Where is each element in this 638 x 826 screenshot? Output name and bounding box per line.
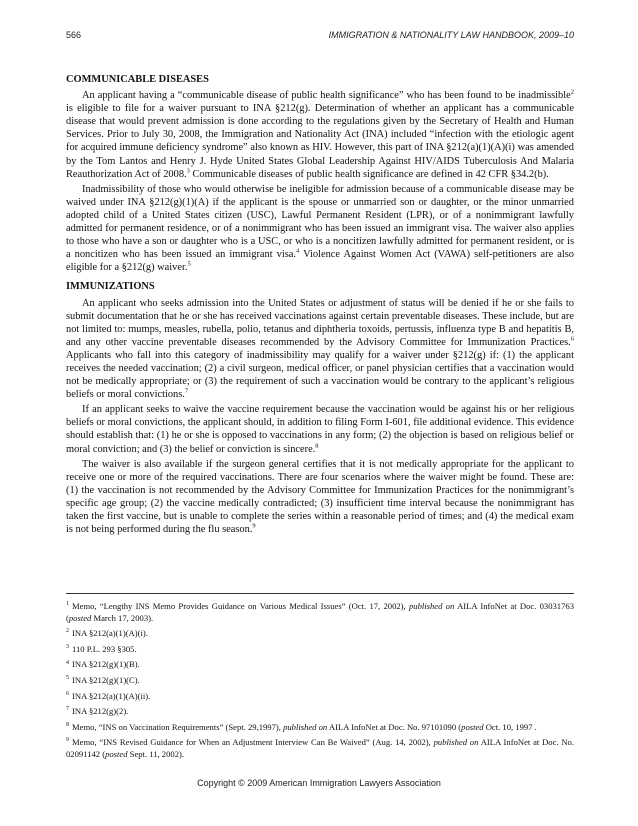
footnote-ref[interactable]: 8 — [315, 442, 319, 450]
footnote-number: 3 — [66, 643, 69, 650]
footnote: $^7$ INA §212(g)(2). — [66, 706, 129, 717]
paragraph: An applicant who seeks admission into the United States or adjustment of status will be denied if he or she fails to submit documentation that he or she has received vaccinations against certain preventable diseases. These include, but are not limited to: mumps, measles, rubella, polio, tetanus and diphtheria toxoids, pertussis, influenza type B and hepatitis B, and any other vaccine preventable diseases recommended by the Advisory Committee for Immunization Practices.$^6$ Applicants who fall into this category of inadmissibility may qualify for a waiver under §212(g) if: (1) the applicant receives the needed vaccination; (2) a civil surgeon, medical officer, or panel physician certifies that a vaccination would not be medically appropriate; or (3) the requirement of such a vaccination would be contrary to the applicant’s religious beliefs or moral convictions.$^7$ — [66, 297, 574, 401]
footnote-number: 7 — [66, 706, 69, 713]
footnote: $^3$ 110 P.L. 293 §305. — [66, 643, 137, 654]
footnote-number: 4 — [66, 659, 69, 666]
footnote-number: 2 — [66, 628, 69, 635]
page-header — [66, 30, 574, 44]
footnote-divider — [66, 593, 574, 594]
footnote: $^4$ INA §212(g)(1)(B). — [66, 659, 140, 670]
footnote-ref[interactable]: 2 — [570, 88, 574, 96]
footnote-number: 8 — [66, 721, 69, 728]
paragraph: The waiver is also available if the surgeon general certifies that it is not medically appropriate for the applicant to receive one or more of the required vaccinations. There are four scenarios where the waiver might be found. These are: (1) the vaccination is not recommended by the Advisory Committee for Immunization Practices for the nonimmigrant’s specific age group; (2) the vaccine medically contradicted; (3) insufficient time interval because the nonimmigrant has taken the first vaccine, but is unable to complete the series within a reasonable period of times; and (4) the medical exam is not being performed during the flu season.$^9$ — [66, 458, 574, 536]
section-heading-communicable-diseases: COMMUNICABLE DISEASES — [66, 74, 209, 85]
footnote-number: 5 — [66, 675, 69, 682]
running-title: IMMIGRATION & NATIONALITY LAW HANDBOOK, 2009–10 — [328, 30, 574, 40]
footnote-number: 9 — [66, 737, 69, 744]
footnote-number: 6 — [66, 690, 69, 697]
footnote-ref[interactable]: 4 — [296, 247, 300, 255]
footnotes — [66, 601, 574, 765]
footnote-ref[interactable]: 6 — [570, 335, 574, 343]
footnote-number: 1 — [66, 601, 69, 608]
footnote: $^6$ INA §212(a)(1)(A)(ii). — [66, 690, 151, 701]
footnote: $^8$ Memo, “INS on Vaccination Requirements” (Sept. 29,1997), published on AILA InfoNet at Doc. No. 97101090 (posted Oct. 10, 1997 . — [66, 721, 537, 732]
main-text — [66, 73, 574, 538]
copyright-notice: Copyright © 2009 American Immigration Lawyers Association — [197, 778, 441, 788]
page-footer — [0, 778, 638, 788]
paragraph: If an applicant seeks to waive the vaccine requirement because the vaccination would be against his or her religious beliefs or moral convictions, the applicant should, in addition to filing Form I-601, file additional evidence. This evidence should establish that: (1) he or she is opposed to vaccinations in any form; (2) the objection is based on religious belief or moral conviction; and (3) the belief or conviction is sincere.$^8$ — [66, 404, 574, 455]
page-number: 566 — [66, 30, 82, 40]
footnote-ref[interactable]: 7 — [184, 387, 189, 395]
footnote-ref[interactable]: 5 — [187, 260, 191, 268]
paragraph: An applicant having a “communicable disease of public health significance” who has been found to be inadmissible$^2$ is eligible to file for a waiver pursuant to INA §212(g). Determination of whether an applicant has a communicable disease that would prevent admission is done according to the regulations given by the Secretary of Health and Human Services. Prior to July 30, 2008, the Immigration and Nationality Act (INA) included “infection with the etiologic agent for acquired immune deficiency syndrome” also known as HIV. However, this part of INA §212(a)(1)(A)(i) was amended by the Tom Lantos and Henry J. Hyde United States Global Leadership Against HIV/AIDS Tuberculosis And Malaria Reauthorization Act of 2008.$^3$ Communicable diseases of public health significance are defined in 42 CFR §34.2(b). — [66, 88, 574, 180]
paragraph: Inadmissibility of those who would otherwise be ineligible for admission because of a communicable disease may be waived under INA §212(g)(1)(A) if the applicant is the spouse or unmarried son or daughter, or the minor unmarried adopted child of a United States citizen (USC), Lawful Permanent Resident (LPR), or of a nonimmigrant lawfully admitted for permanent residence, or of a nonimmigrant who has been issued an immigrant visa. The waiver also applies to those who have a son or daughter who is a USC, or who is a noncitizen lawfully admitted for permanent resident, or is a noncitizen who has been issued an immigrant visa.$^4$ Violence Against Women Act (VAWA) self-petitioners are also eligible for a §212(g) waiver.$^5$ — [66, 183, 574, 274]
footnote: $^5$ INA §212(g)(1)(C). — [66, 674, 140, 685]
footnote-ref[interactable]: 3 — [186, 167, 190, 175]
section-heading-immunizations: IMMUNIZATIONS — [66, 281, 155, 293]
footnote: $^9$ Memo, “INS Revised Guidance for When an Adjustment Interview Can Be Waived” (Aug. 14, 2002), published on AILA InfoNet at Doc. No. 02091142 (posted Sept. 11, 2002). — [66, 737, 574, 759]
footnote: $^2$ INA §212(a)(1)(A)(i). — [66, 628, 148, 639]
footnote: $^1$ Memo, “Lengthy INS Memo Provides Guidance on Various Medical Issues” (Oct. 17, 2002), published on AILA InfoNet at Doc. 03031763 (posted March 17, 2003). — [66, 601, 574, 623]
footnote-ref[interactable]: 9 — [252, 522, 256, 530]
